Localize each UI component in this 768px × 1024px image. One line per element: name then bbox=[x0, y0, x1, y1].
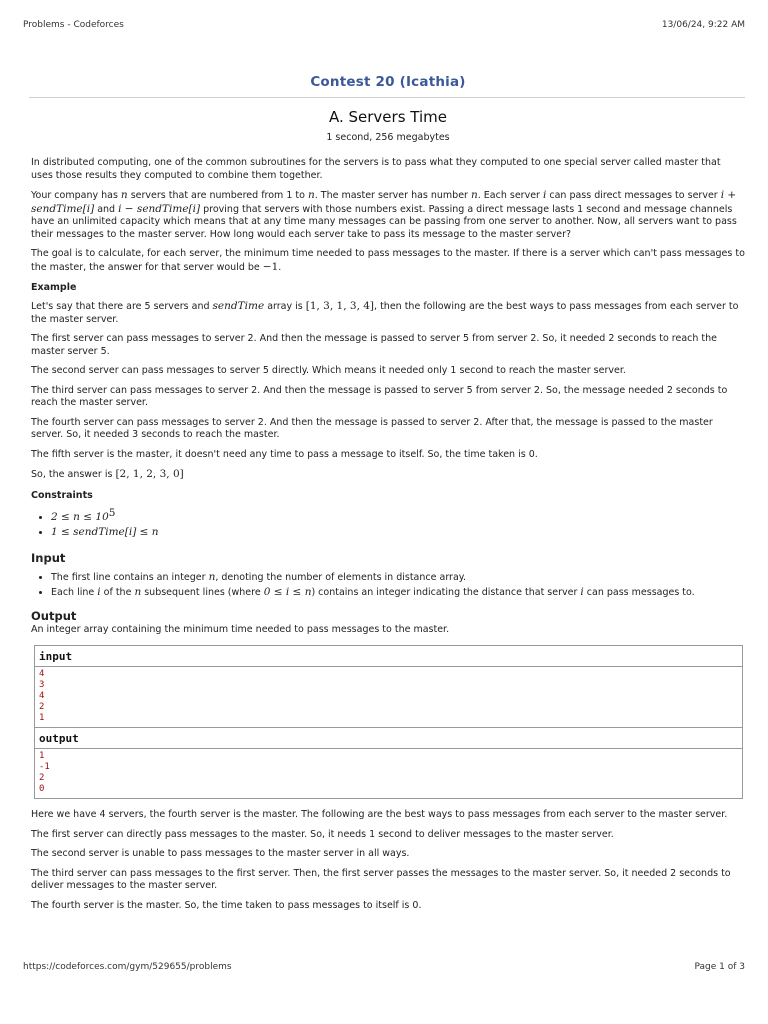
sample-output-block[interactable] bbox=[35, 749, 742, 798]
example-intro bbox=[31, 300, 745, 326]
note-line: The third server can pass messages to the first server. Then, the first server passes the messages to the master server. So, it needed 2 seconds to deliver messages to the master server. bbox=[31, 867, 731, 892]
text: ) contains an integer indicating the distance that server bbox=[311, 586, 581, 598]
print-footer-url: https://codeforces.com/gym/529655/problems bbox=[23, 962, 232, 972]
text: So, the answer is bbox=[31, 469, 116, 480]
math-exponent: 5 bbox=[108, 506, 116, 519]
sample-input-line: 2 bbox=[39, 702, 45, 713]
input-heading: Input bbox=[31, 550, 66, 565]
print-header bbox=[23, 20, 745, 30]
print-footer bbox=[23, 962, 745, 972]
sample-output-line: 2 bbox=[39, 773, 45, 784]
problem-title: A. Servers Time bbox=[328, 108, 447, 126]
math-var: n bbox=[208, 570, 216, 583]
sample-input-label: input bbox=[35, 646, 742, 667]
note-line: The fourth server is the master. So, the time taken to pass messages to itself is 0. bbox=[31, 899, 422, 911]
example-line: The first server can pass messages to server 2. And then the message is passed to server 5 from server 2. So, it needed 2 seconds to reach the master server 5. bbox=[31, 333, 718, 357]
text: Each line bbox=[51, 586, 98, 598]
text: subsequent lines (where bbox=[141, 586, 264, 598]
note-line: Here we have 4 servers, the fourth server is the master. The following are the best ways to pass messages from each server to the master server. bbox=[31, 809, 728, 821]
math-array: [2, 1, 2, 3, 0] bbox=[115, 468, 184, 480]
text: servers that are numbered from 1 to bbox=[127, 190, 308, 201]
problem-page bbox=[31, 74, 745, 912]
math-var: i bbox=[97, 585, 101, 598]
math-expr: 1 ≤ sendTime[i] ≤ n bbox=[51, 525, 159, 538]
text: . The master server has number bbox=[314, 190, 471, 201]
example-heading: Example bbox=[31, 282, 77, 293]
math-var: n bbox=[120, 189, 128, 201]
math-var: sendTime bbox=[212, 300, 265, 312]
math-array: [1, 3, 1, 3, 4] bbox=[305, 300, 375, 312]
title-divider bbox=[29, 97, 745, 98]
text: can pass messages to. bbox=[583, 586, 695, 598]
input-spec-item bbox=[51, 570, 745, 585]
sample-output-label: output bbox=[35, 728, 742, 749]
example-line: The third server can pass messages to server 2. And then the message is passed to server 5 from server 2. So, the message needed 2 seconds to reach the master server. bbox=[31, 384, 728, 408]
math-var: i bbox=[580, 585, 584, 598]
text: . Each server bbox=[477, 190, 543, 201]
math-var: n bbox=[307, 189, 315, 201]
constraint-item bbox=[51, 525, 745, 540]
sample-output-line: 1 bbox=[39, 751, 45, 762]
sample-output-line: -1 bbox=[39, 762, 50, 773]
sample-input-line: 3 bbox=[39, 680, 45, 691]
text: of the bbox=[100, 586, 135, 598]
math-var: n bbox=[470, 189, 478, 201]
statement-paragraph-3 bbox=[31, 248, 745, 274]
input-spec-list bbox=[31, 570, 745, 600]
example-line: The fifth server is the master, it doesn't need any time to pass a message to itself. So, the time taken is 0. bbox=[31, 448, 538, 460]
sample-output-line: 0 bbox=[39, 784, 45, 795]
text: The goal is to calculate, for each server, the minimum time needed to pass messages to the master. If there is a server which can't pass messages to the master, the answer for that server would be bbox=[31, 248, 745, 273]
example-answer bbox=[31, 468, 745, 482]
constraints-heading: Constraints bbox=[31, 489, 93, 501]
print-header-title: Problems - Codeforces bbox=[23, 20, 124, 30]
input-spec-item bbox=[51, 585, 745, 600]
math-expr: i + sendTime[i] bbox=[31, 189, 737, 215]
constraints-list bbox=[31, 506, 745, 540]
text: , then the following are the best ways to pass messages from each server to the master server. bbox=[31, 301, 739, 325]
text: . bbox=[278, 261, 282, 273]
text: can pass direct messages to server bbox=[546, 190, 721, 201]
sample-test bbox=[34, 645, 743, 799]
text: array is bbox=[264, 301, 306, 312]
text: and bbox=[94, 203, 119, 215]
note-line: The first server can directly pass messages to the master. So, it needs 1 second to deliver messages to the master server. bbox=[31, 828, 614, 840]
math-var: i bbox=[542, 189, 547, 201]
print-header-datetime: 13/06/24, 9:22 AM bbox=[661, 20, 745, 30]
problem-limits: 1 second, 256 megabytes bbox=[326, 132, 450, 143]
statement-paragraph-1: In distributed computing, one of the common subroutines for the servers is to pass what they computed to one special server called master that uses those results they computed to combine them together. bbox=[31, 157, 721, 181]
sample-input-line: 4 bbox=[39, 669, 45, 680]
example-line: The fourth server can pass messages to server 2. And then the message is passed to server 2. After that, the message is passed to the master server. So, it needed 3 seconds to reach the master. bbox=[31, 416, 713, 440]
text: proving that servers with those numbers exist. Passing a direct message lasts 1 second and message channels have an unlimited capacity which means that at any time many messages can be passing from one server to another. Now, all servers want to pass their messages to the master server. How long would each server take to pass its message to the master server? bbox=[31, 203, 737, 240]
contest-title[interactable]: Contest 20 (Icathia) bbox=[310, 74, 466, 90]
sample-input-line: 1 bbox=[39, 713, 45, 724]
statement-paragraph-2 bbox=[31, 189, 745, 241]
math-value: −1 bbox=[262, 260, 279, 273]
text: Let's say that there are 5 servers and bbox=[31, 301, 213, 312]
sample-input-block[interactable] bbox=[35, 667, 742, 727]
math-expr: 2 ≤ n ≤ 10 bbox=[51, 510, 109, 523]
math-expr: i − sendTime[i] bbox=[118, 202, 201, 215]
text: , denoting the number of elements in distance array. bbox=[215, 571, 467, 583]
output-description: An integer array containing the minimum time needed to pass messages to the master. bbox=[31, 623, 450, 635]
text: Your company has bbox=[31, 190, 121, 201]
constraint-item bbox=[51, 506, 745, 525]
sample-input-line: 4 bbox=[39, 691, 45, 702]
example-line: The second server can pass messages to server 5 directly. Which means it needed only 1 second to reach the master server. bbox=[31, 365, 626, 376]
note-line: The second server is unable to pass messages to the master server in all ways. bbox=[31, 848, 410, 860]
print-footer-page: Page 1 of 3 bbox=[694, 962, 745, 972]
math-var: n bbox=[134, 585, 142, 598]
output-heading: Output bbox=[31, 608, 77, 623]
math-expr: 0 ≤ i ≤ n bbox=[263, 585, 312, 598]
text: The first line contains an integer bbox=[51, 571, 209, 583]
